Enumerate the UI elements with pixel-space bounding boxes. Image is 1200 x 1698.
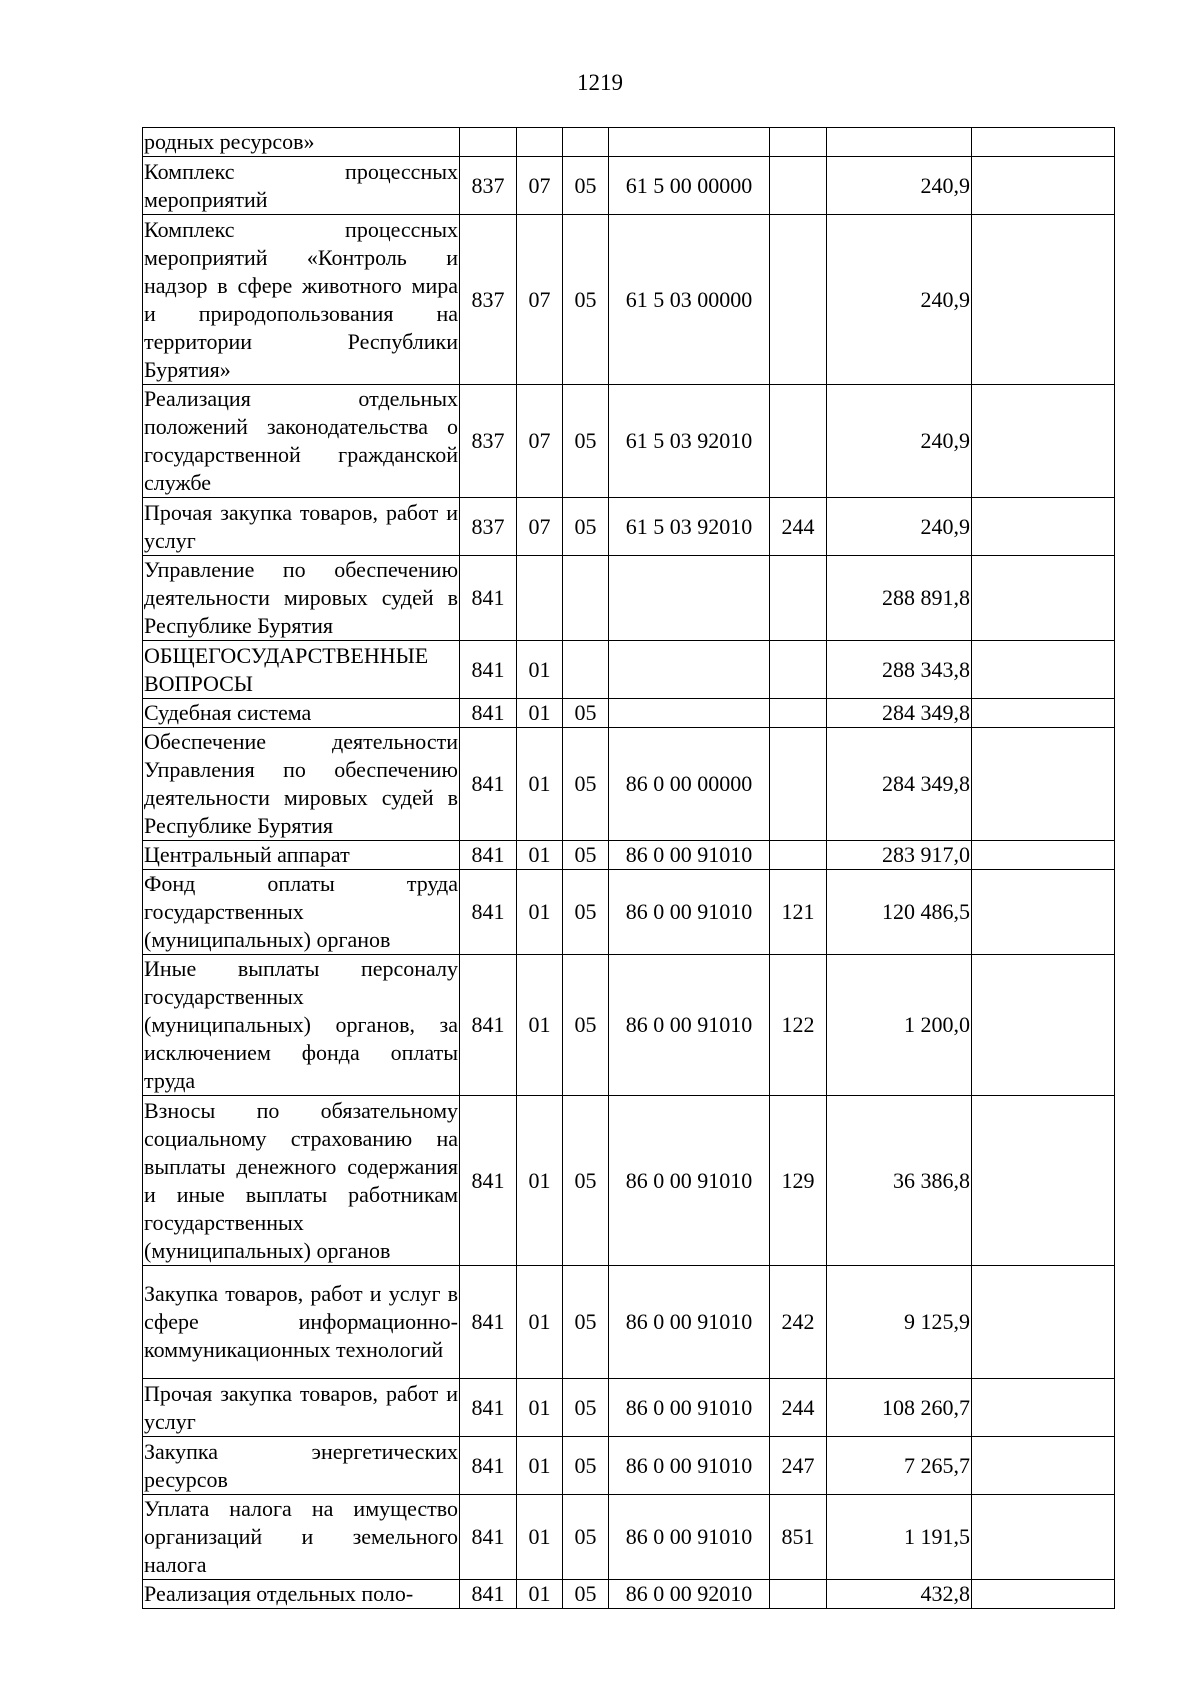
row-vr	[770, 128, 827, 157]
row-csr	[609, 556, 770, 641]
row-sum: 240,9	[827, 157, 972, 215]
row-rz: 01	[517, 641, 563, 699]
row-rz: 01	[517, 1266, 563, 1379]
row-pr: 05	[563, 955, 609, 1096]
row-extra	[972, 385, 1115, 498]
row-vr: 851	[770, 1495, 827, 1580]
row-name: Комплекс процессных мероприятий	[143, 157, 460, 215]
row-name: Реализация отдельных поло-	[143, 1580, 460, 1609]
row-sum: 1 191,5	[827, 1495, 972, 1580]
row-pr: 05	[563, 1495, 609, 1580]
row-gr: 841	[460, 841, 517, 870]
row-pr: 05	[563, 385, 609, 498]
row-name: родных ресурсов»	[143, 128, 460, 157]
row-gr	[460, 128, 517, 157]
row-csr: 86 0 00 91010	[609, 1379, 770, 1437]
table-row	[143, 870, 1115, 955]
row-csr: 86 0 00 91010	[609, 1495, 770, 1580]
row-extra	[972, 955, 1115, 1096]
row-csr: 86 0 00 91010	[609, 1437, 770, 1495]
table-row	[143, 498, 1115, 556]
row-rz: 01	[517, 1495, 563, 1580]
row-vr	[770, 641, 827, 699]
row-rz: 01	[517, 1580, 563, 1609]
row-gr: 841	[460, 641, 517, 699]
row-vr: 244	[770, 1379, 827, 1437]
row-sum: 1 200,0	[827, 955, 972, 1096]
row-csr: 86 0 00 91010	[609, 955, 770, 1096]
row-csr	[609, 128, 770, 157]
row-gr: 841	[460, 1266, 517, 1379]
row-pr: 05	[563, 1096, 609, 1266]
row-rz: 01	[517, 1379, 563, 1437]
row-gr: 837	[460, 385, 517, 498]
row-vr	[770, 385, 827, 498]
row-rz: 01	[517, 1437, 563, 1495]
row-extra	[972, 1096, 1115, 1266]
row-rz: 07	[517, 385, 563, 498]
row-name: Прочая закупка товаров, работ и услуг	[143, 1379, 460, 1437]
row-csr: 61 5 03 92010	[609, 498, 770, 556]
table-row	[143, 1437, 1115, 1495]
row-name: Управление по обеспечению деятельности мировых судей в Республике Бурятия	[143, 556, 460, 641]
row-pr: 05	[563, 498, 609, 556]
row-name: Фонд оплаты труда государственных (муниципальных) органов	[143, 870, 460, 955]
row-name: Прочая закупка товаров, работ и услуг	[143, 498, 460, 556]
row-name: Обеспечение деятельности Управления по обеспечению деятельности мировых судей в Республике Бурятия	[143, 728, 460, 841]
row-extra	[972, 1266, 1115, 1379]
row-rz	[517, 556, 563, 641]
row-sum: 288 891,8	[827, 556, 972, 641]
row-name: Закупка энергетических ресурсов	[143, 1437, 460, 1495]
row-sum: 7 265,7	[827, 1437, 972, 1495]
row-vr	[770, 215, 827, 385]
row-rz	[517, 128, 563, 157]
row-gr: 841	[460, 699, 517, 728]
row-extra	[972, 699, 1115, 728]
budget-table	[142, 127, 1115, 1609]
row-vr	[770, 157, 827, 215]
row-sum: 9 125,9	[827, 1266, 972, 1379]
row-extra	[972, 157, 1115, 215]
row-extra	[972, 128, 1115, 157]
table-row	[143, 728, 1115, 841]
row-vr: 242	[770, 1266, 827, 1379]
row-name: Иные выплаты персоналу государственных (муниципальных) органов, за исключением фонда оплаты труда	[143, 955, 460, 1096]
row-gr: 841	[460, 556, 517, 641]
row-sum: 240,9	[827, 498, 972, 556]
row-gr: 837	[460, 498, 517, 556]
row-rz: 01	[517, 728, 563, 841]
row-csr: 86 0 00 91010	[609, 1266, 770, 1379]
table-row	[143, 215, 1115, 385]
row-pr: 05	[563, 1580, 609, 1609]
row-extra	[972, 870, 1115, 955]
row-sum	[827, 128, 972, 157]
row-sum: 240,9	[827, 385, 972, 498]
row-pr: 05	[563, 870, 609, 955]
row-vr	[770, 1580, 827, 1609]
row-name: ОБЩЕГОСУДАРСТВЕННЫЕ ВОПРОСЫ	[143, 641, 460, 699]
row-sum: 288 343,8	[827, 641, 972, 699]
row-name: Взносы по обязательному социальному страхованию на выплаты денежного содержания и иные выплаты работникам государственных (муниципальных) органов	[143, 1096, 460, 1266]
row-extra	[972, 556, 1115, 641]
row-name: Судебная система	[143, 699, 460, 728]
row-pr: 05	[563, 1437, 609, 1495]
row-rz: 01	[517, 841, 563, 870]
row-sum: 36 386,8	[827, 1096, 972, 1266]
row-pr	[563, 556, 609, 641]
table-row	[143, 1096, 1115, 1266]
table-row	[143, 1379, 1115, 1437]
row-pr: 05	[563, 215, 609, 385]
row-csr: 86 0 00 92010	[609, 1580, 770, 1609]
row-gr: 841	[460, 1379, 517, 1437]
row-name: Закупка товаров, работ и услуг в сфере информационно-коммуникационных технологий	[143, 1266, 460, 1379]
row-gr: 841	[460, 1495, 517, 1580]
row-name: Комплекс процессных мероприятий «Контроль и надзор в сфере животного мира и природопользования на территории Республики Бурятия»	[143, 215, 460, 385]
row-csr: 61 5 00 00000	[609, 157, 770, 215]
row-csr: 61 5 03 92010	[609, 385, 770, 498]
row-rz: 01	[517, 1096, 563, 1266]
row-csr: 86 0 00 91010	[609, 870, 770, 955]
row-csr	[609, 641, 770, 699]
row-rz: 01	[517, 955, 563, 1096]
row-gr: 841	[460, 728, 517, 841]
row-vr	[770, 699, 827, 728]
table-row	[143, 955, 1115, 1096]
row-name: Реализация отдельных положений законодательства о государственной гражданской службе	[143, 385, 460, 498]
table-row	[143, 385, 1115, 498]
row-extra	[972, 1379, 1115, 1437]
row-rz: 07	[517, 215, 563, 385]
page-number: 1219	[577, 70, 623, 95]
row-pr: 05	[563, 157, 609, 215]
table-row	[143, 1580, 1115, 1609]
row-sum: 120 486,5	[827, 870, 972, 955]
row-pr: 05	[563, 728, 609, 841]
row-sum: 432,8	[827, 1580, 972, 1609]
table-row	[143, 841, 1115, 870]
row-sum: 108 260,7	[827, 1379, 972, 1437]
row-extra	[972, 841, 1115, 870]
table-row	[143, 1266, 1115, 1379]
row-vr	[770, 556, 827, 641]
row-vr: 122	[770, 955, 827, 1096]
table-row	[143, 1495, 1115, 1580]
budget-table-body	[143, 128, 1115, 1609]
row-sum: 240,9	[827, 215, 972, 385]
row-sum: 284 349,8	[827, 699, 972, 728]
table-row	[143, 641, 1115, 699]
row-name: Центральный аппарат	[143, 841, 460, 870]
row-extra	[972, 498, 1115, 556]
row-csr: 61 5 03 00000	[609, 215, 770, 385]
row-extra	[972, 1495, 1115, 1580]
row-csr: 86 0 00 91010	[609, 1096, 770, 1266]
row-vr	[770, 841, 827, 870]
row-pr: 05	[563, 1379, 609, 1437]
row-gr: 841	[460, 1096, 517, 1266]
row-extra	[972, 1437, 1115, 1495]
row-extra	[972, 728, 1115, 841]
row-rz: 01	[517, 699, 563, 728]
row-pr	[563, 641, 609, 699]
table-row	[143, 128, 1115, 157]
row-gr: 841	[460, 1437, 517, 1495]
row-extra	[972, 641, 1115, 699]
row-vr: 247	[770, 1437, 827, 1495]
row-extra	[972, 215, 1115, 385]
row-pr: 05	[563, 841, 609, 870]
row-vr: 129	[770, 1096, 827, 1266]
row-vr: 244	[770, 498, 827, 556]
row-gr: 841	[460, 870, 517, 955]
row-vr	[770, 728, 827, 841]
table-row	[143, 157, 1115, 215]
row-sum: 284 349,8	[827, 728, 972, 841]
row-extra	[972, 1580, 1115, 1609]
table-row	[143, 556, 1115, 641]
row-csr	[609, 699, 770, 728]
row-gr: 841	[460, 955, 517, 1096]
row-rz: 07	[517, 157, 563, 215]
row-pr: 05	[563, 1266, 609, 1379]
row-csr: 86 0 00 91010	[609, 841, 770, 870]
row-csr: 86 0 00 00000	[609, 728, 770, 841]
row-sum: 283 917,0	[827, 841, 972, 870]
row-name: Уплата налога на имущество организаций и земельного налога	[143, 1495, 460, 1580]
row-gr: 841	[460, 1580, 517, 1609]
row-gr: 837	[460, 157, 517, 215]
row-vr: 121	[770, 870, 827, 955]
row-rz: 01	[517, 870, 563, 955]
row-pr: 05	[563, 699, 609, 728]
row-gr: 837	[460, 215, 517, 385]
row-pr	[563, 128, 609, 157]
table-row	[143, 699, 1115, 728]
row-rz: 07	[517, 498, 563, 556]
